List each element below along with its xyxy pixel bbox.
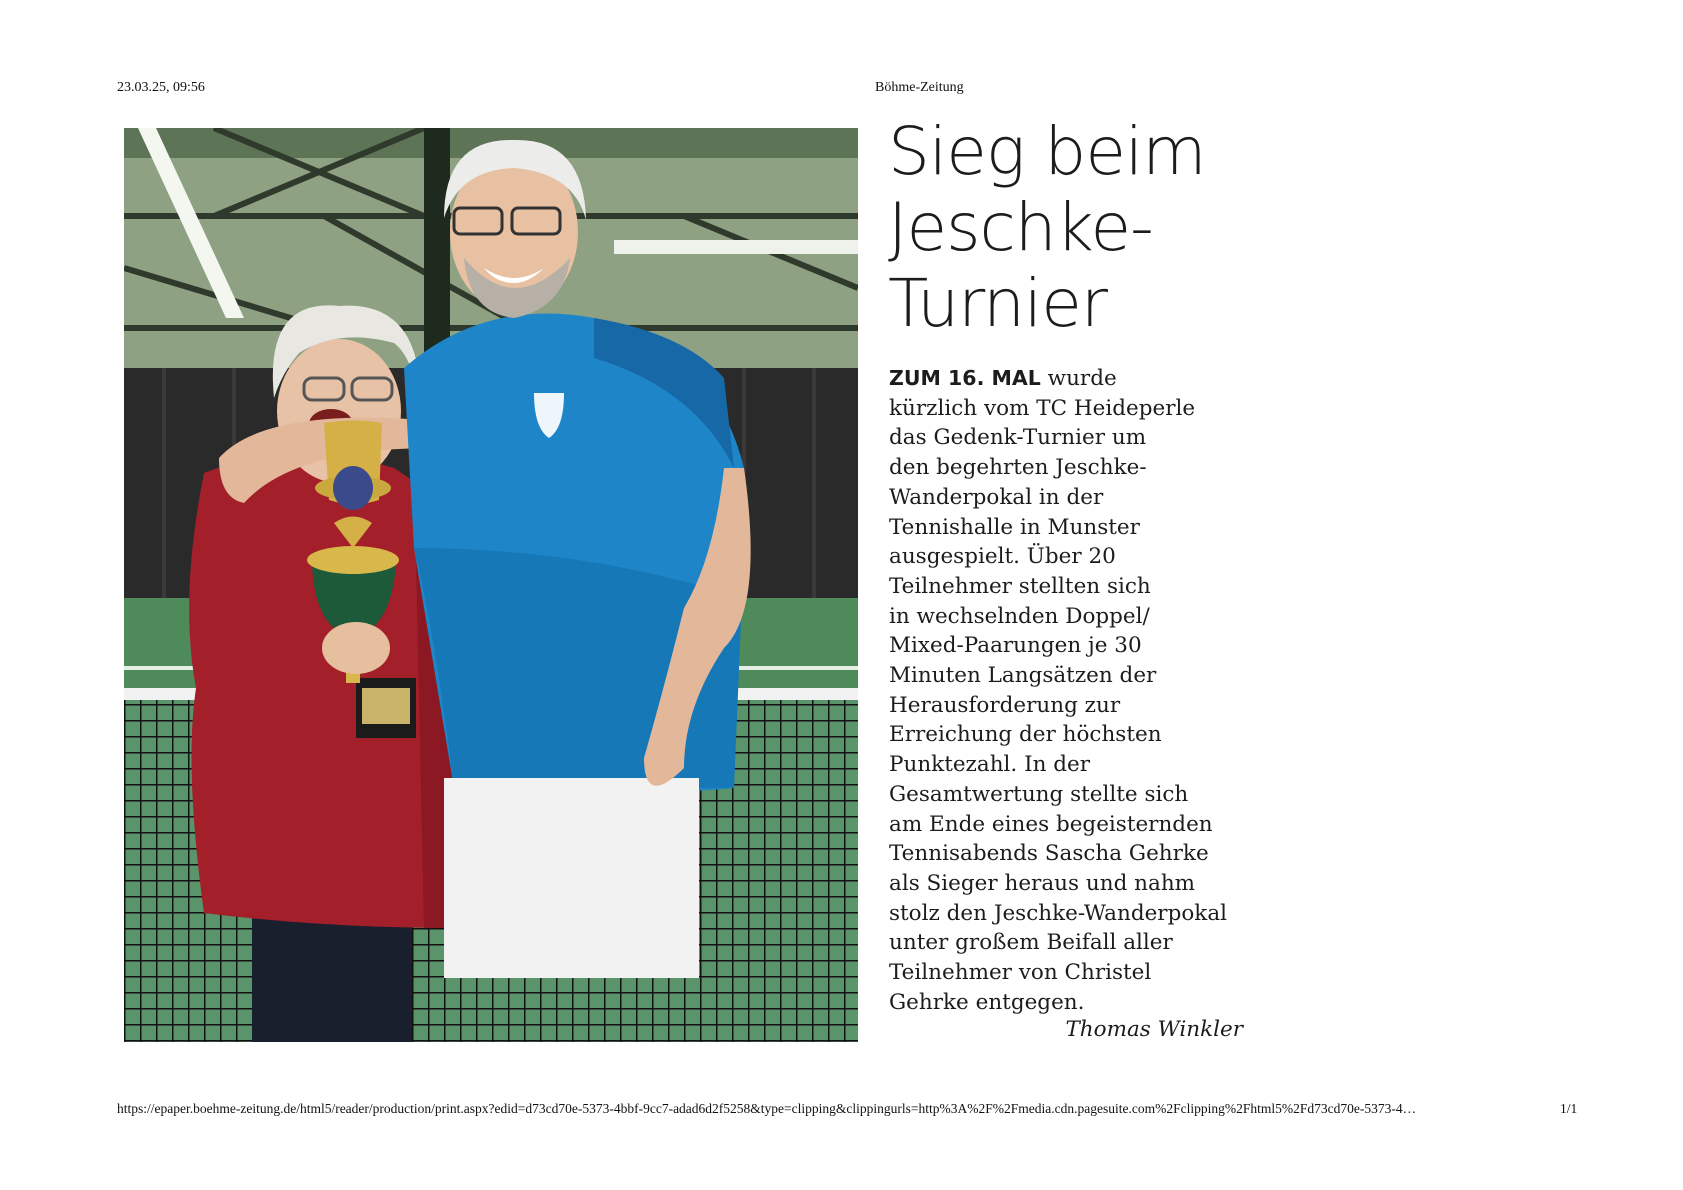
article-body [889,364,1259,1017]
article-author: Thomas Winkler [1065,1017,1243,1042]
lead-continuation: wurde [1040,366,1117,391]
body-line: Gehrke entgegen. [889,989,1085,1015]
body-line: den begehrten Jeschke- [889,455,1147,481]
body-line: das Gedenk-Turnier um [889,425,1147,451]
body-line: ausgespielt. Über 20 [889,544,1116,570]
headline-line: Turnier [888,265,1108,342]
body-line: Erreichung der höchsten [889,722,1162,748]
body-line: Gesamtwertung stellte sich [889,781,1189,807]
body-line: Punktezahl. In der [889,752,1091,778]
body-line: Mixed-Paarungen je 30 [889,633,1142,659]
body-line: Herausforderung zur [889,692,1121,718]
page-number: 1/1 [1560,1101,1578,1116]
body-line: Teilnehmer von Christel [889,960,1152,986]
body-line: kürzlich vom TC Heideperle [889,395,1196,421]
body-line-first [889,364,1259,394]
article-photo [124,128,858,1042]
body-line: Teilnehmer stellten sich [889,573,1151,599]
body-line: stolz den Jeschke-Wanderpokal [889,900,1228,926]
body-line: Tennishalle in Munster [889,514,1140,540]
print-datetime: 23.03.25, 09:56 [117,80,205,95]
publication-name: Böhme-Zeitung [875,80,964,95]
lead-in: ZUM 16. MAL [889,366,1041,390]
body-line: als Sieger heraus und nahm [889,870,1196,896]
body-line: in wechselnden Doppel/ [889,603,1150,629]
headline-line: Jeschke- [888,189,1153,266]
body-line: Tennisabends Sascha Gehrke [889,841,1209,867]
body-line: Minuten Langsätzen der [889,663,1157,689]
article-headline [888,114,1488,342]
body-line: Wanderpokal in der [889,484,1104,510]
source-url: https://epaper.boehme-zeitung.de/html5/reader/production/print.aspx?edid=d73cd70e-5373-4bbf-9cc7-adad6d2f5258&type=clipping&clippingurls=http%3A%2F%2Fmedia.cdn.pagesuite.com%2Fclipping%2Fhtml5%2Fd73cd70e-5373-4… [117,1101,1417,1116]
body-line: am Ende eines begeisternden [889,811,1213,837]
body-line: unter großem Beifall aller [889,930,1173,956]
headline-line: Sieg beim [888,113,1206,190]
